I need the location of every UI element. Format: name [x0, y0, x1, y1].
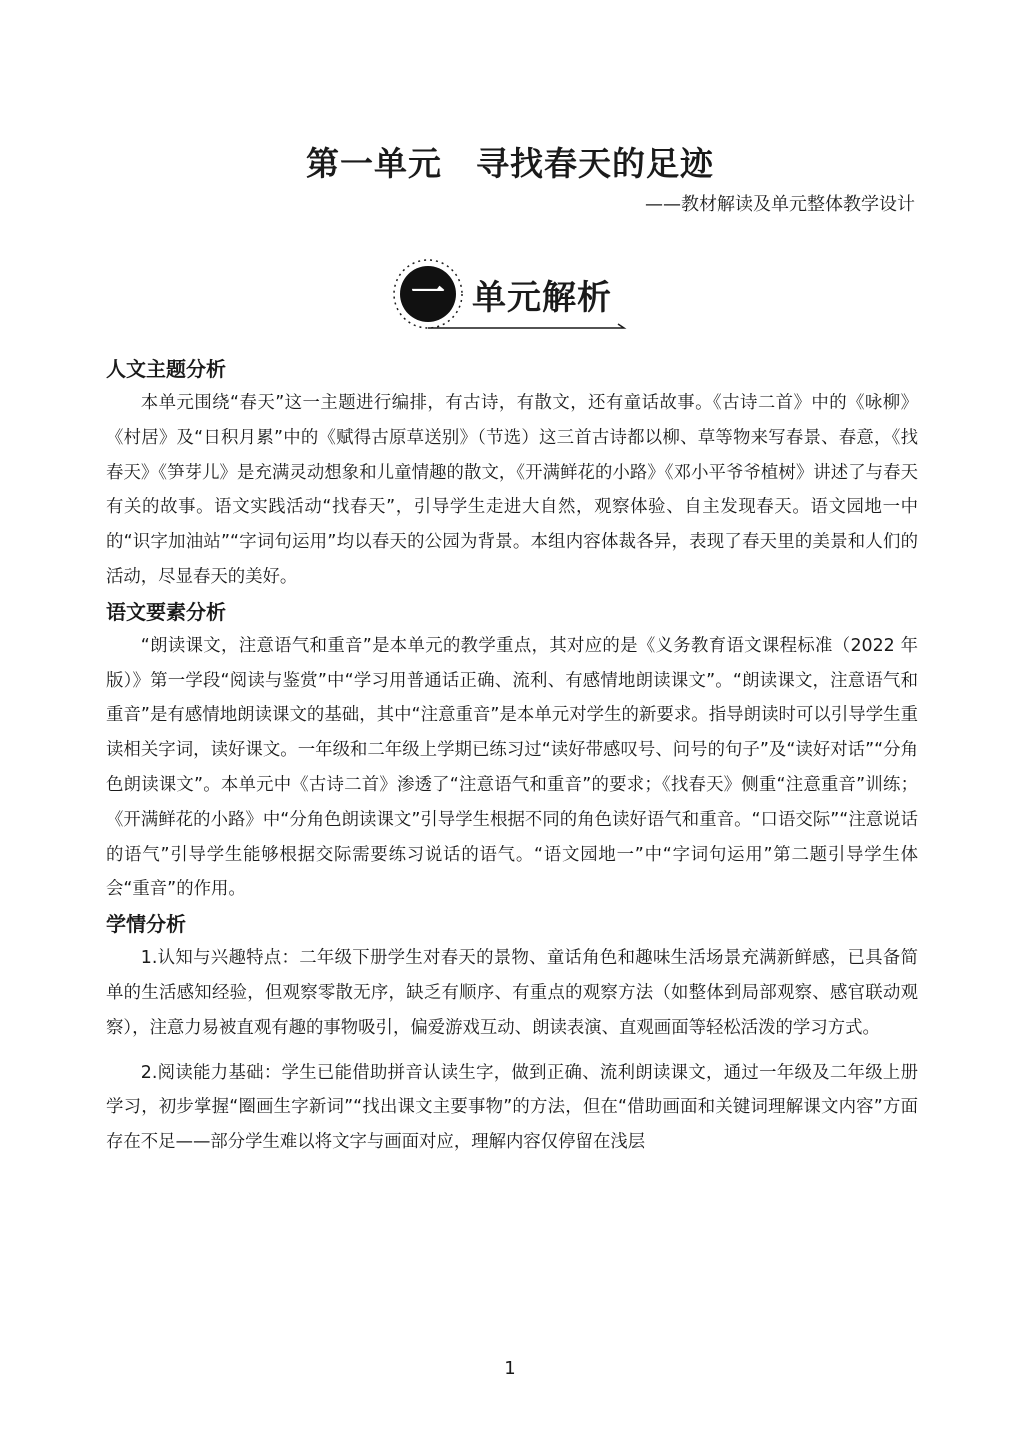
body-paragraph: 2.阅读能力基础：学生已能借助拼音认读生字，做到正确、流利朗读课文，通过一年级及二年级上册学习，初步掌握“圈画生字新词”“找出课文主要事物”的方法，但在“借助画面和关键词理解课文内容”方面存在不足——部分学生难以将文字与画面对应，理解内容仅停留在浅层 — [106, 1062, 918, 1153]
page-title: 第一单元 寻找春天的足迹 — [306, 144, 714, 183]
page-number: 1 — [504, 1358, 516, 1379]
section-heading: 语文要素分析 — [106, 599, 226, 624]
banner-number-badge: 一 — [411, 273, 445, 313]
body-paragraph: “朗读课文，注意语气和重音”是本单元的教学重点，其对应的是《义务教育语文课程标准（2022 年版）》第一学段“阅读与鉴赏”中“学习用普通话正确、流利、有感情地朗读课文”。“朗读课文，注意语气和重音”是有感情地朗读课文的基础，其中“注意重音”是本单元对学生的新要求。指导朗读时可以引导学生重读相关字词，读好课文。一年级和二年级上学期已练习过“读好带感叹号、问号的句子”及“读好对话”“分角色朗读课文”。本单元中《古诗二首》渗透了“注意语气和重音”的要求；《找春天》侧重“注意重音”训练；《开满鲜花的小路》中“分角色朗读课文”引导学生根据不同的角色读好语气和重音。“口语交际”“注意说话的语气”引导学生能够根据交际需要练习说话的语气。“语文园地一”中“字词句运用”第二题引导学生体会“重音”的作用。 — [106, 635, 918, 900]
section-heading: 人文主题分析 — [106, 357, 226, 381]
banner-label: 单元解析 — [472, 278, 612, 318]
body-paragraph: 本单元围绕“春天”这一主题进行编排，有古诗，有散文，还有童话故事。《古诗二首》中的《咏柳》《村居》及“日积月累”中的《赋得古原草送别》（节选）这三首古诗都以柳、草等物来写春景、春意，《找春天》《笋芽儿》是充满灵动想象和儿童情趣的散文，《开满鲜花的小路》《邓小平爷爷植树》讲述了与春天有关的故事。语文实践活动“找春天”，引导学生走进大自然，观察体验、自主发现春天。语文园地一中的“识字加油站”“字词句运用”均以春天的公园为背景。本组内容体裁各异，表现了春天里的美景和人们的活动，尽显春天的美好。 — [106, 393, 918, 587]
page-subtitle: ——教材解读及单元整体教学设计 — [645, 194, 915, 215]
body-paragraph: 1.认知与兴趣特点：二年级下册学生对春天的景物、童话角色和趣味生活场景充满新鲜感，已具备简单的生活感知经验，但观察零散无序，缺乏有顺序、有重点的观察方法（如整体到局部观察、感官联动观察），注意力易被直观有趣的事物吸引，偏爱游戏互动、朗读表演、直观画面等轻松活泼的学习方式。 — [106, 948, 918, 1038]
section-heading: 学情分析 — [106, 912, 186, 937]
section-banner — [380, 254, 640, 334]
document-body — [106, 352, 918, 1160]
